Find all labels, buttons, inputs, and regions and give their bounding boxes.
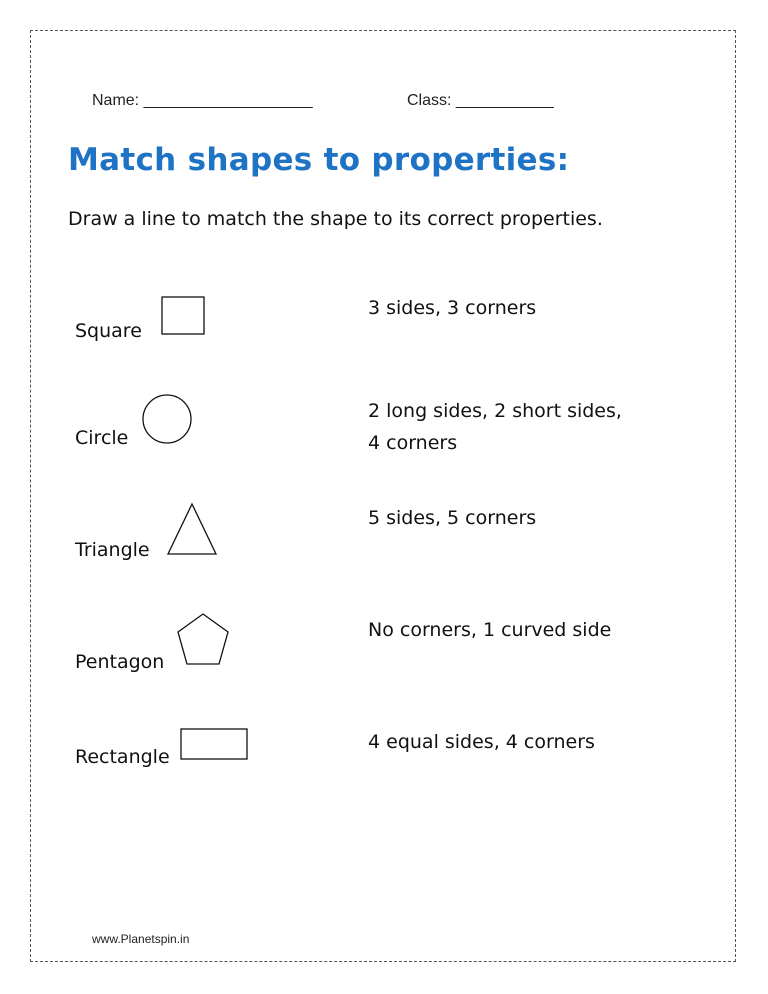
worksheet-title: Match shapes to properties: bbox=[68, 142, 570, 178]
footer-website: www.Planetspin.in bbox=[92, 932, 190, 946]
property-text: 3 sides, 3 corners bbox=[368, 297, 537, 319]
class-field-label: Class: ___________ bbox=[407, 92, 554, 109]
shape-label-square: Square bbox=[75, 320, 142, 342]
circle-icon bbox=[141, 393, 193, 445]
shape-label-circle: Circle bbox=[75, 427, 129, 449]
property-text: No corners, 1 curved side bbox=[368, 619, 612, 641]
property-text: 4 equal sides, 4 corners bbox=[368, 731, 595, 753]
shape-label-pentagon: Pentagon bbox=[75, 651, 165, 673]
triangle-icon bbox=[166, 502, 218, 556]
property-item-1 bbox=[368, 292, 536, 324]
pentagon-icon bbox=[175, 612, 231, 668]
property-text-continued: 4 corners bbox=[368, 432, 458, 454]
shape-label-triangle: Triangle bbox=[75, 539, 150, 561]
square-icon bbox=[161, 296, 205, 336]
name-field-label: Name: ___________________ bbox=[92, 92, 313, 109]
property-item-2 bbox=[368, 395, 622, 459]
rectangle-icon bbox=[180, 728, 250, 762]
property-item-4 bbox=[368, 614, 611, 646]
instructions-text: Draw a line to match the shape to its correct properties. bbox=[68, 208, 603, 230]
property-item-5 bbox=[368, 726, 595, 758]
shape-label-rectangle: Rectangle bbox=[75, 746, 170, 768]
property-text: 2 long sides, 2 short sides, bbox=[368, 400, 622, 422]
property-text: 5 sides, 5 corners bbox=[368, 507, 537, 529]
property-item-3 bbox=[368, 502, 536, 534]
